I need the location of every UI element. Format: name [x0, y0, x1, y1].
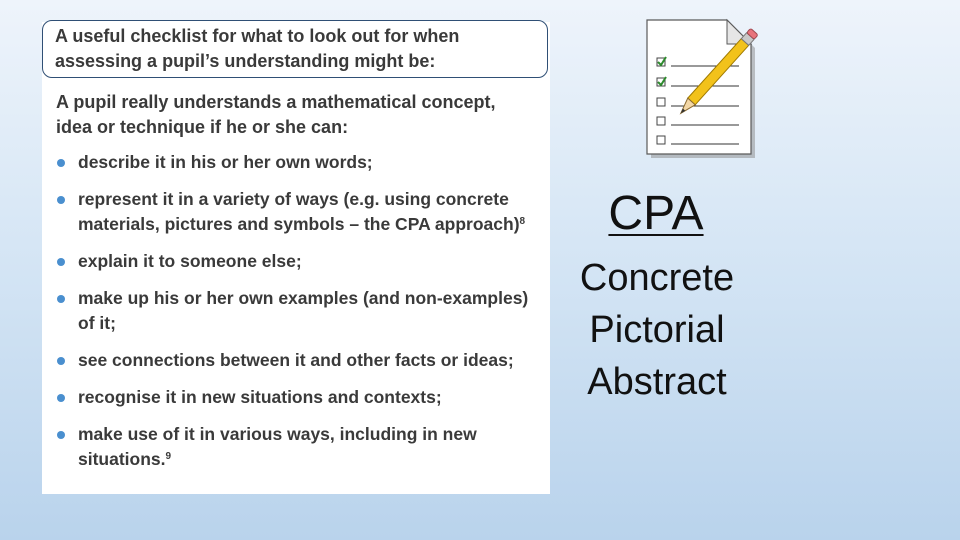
list-item	[56, 348, 544, 373]
checklist-with-pencil-icon	[643, 18, 759, 160]
cpa-word-concrete: Concrete	[579, 257, 735, 299]
list-item-text: describe it in his or her own words;	[78, 152, 373, 172]
cpa-word-abstract: Abstract	[587, 361, 727, 403]
list-item-text: make use of it in various ways, including in new situations.	[78, 424, 477, 469]
cpa-word-pictorial: Pictorial	[589, 309, 725, 351]
list-item-text: see connections between it and other facts or ideas;	[78, 350, 514, 370]
list-item	[56, 385, 544, 410]
checklist-panel	[42, 22, 550, 494]
bullet-dot-icon	[57, 357, 65, 365]
list-item-text: make up his or her own examples (and non-examples) of it;	[78, 288, 529, 333]
cpa-words	[560, 252, 754, 408]
list-item-text: recognise it in new situations and contexts;	[78, 387, 442, 407]
footnote-marker: 9	[165, 451, 172, 462]
bullet-dot-icon	[57, 196, 65, 204]
list-item	[56, 286, 544, 336]
list-item	[56, 422, 544, 472]
intro-text: A useful checklist for what to look out for when assessing a pupil’s understanding might be:	[55, 26, 460, 71]
bullet-list	[56, 150, 544, 484]
lead-text: A pupil really understands a mathematical concept, idea or technique if he or she can:	[56, 92, 496, 137]
bullet-dot-icon	[57, 159, 65, 167]
bullet-dot-icon	[57, 295, 65, 303]
footnote-marker: 8	[519, 216, 526, 227]
intro-box	[42, 20, 548, 78]
cpa-title-text: CPA	[608, 187, 704, 240]
list-item	[56, 150, 544, 175]
bullet-dot-icon	[57, 258, 65, 266]
bullet-dot-icon	[57, 431, 65, 439]
list-item-text: represent it in a variety of ways (e.g. using concrete materials, pictures and symbols – the CPA approach)	[78, 189, 520, 234]
list-item-text: explain it to someone else;	[78, 251, 302, 271]
cpa-title	[560, 184, 752, 244]
list-item	[56, 249, 544, 274]
list-item	[56, 187, 544, 237]
bullet-dot-icon	[57, 394, 65, 402]
